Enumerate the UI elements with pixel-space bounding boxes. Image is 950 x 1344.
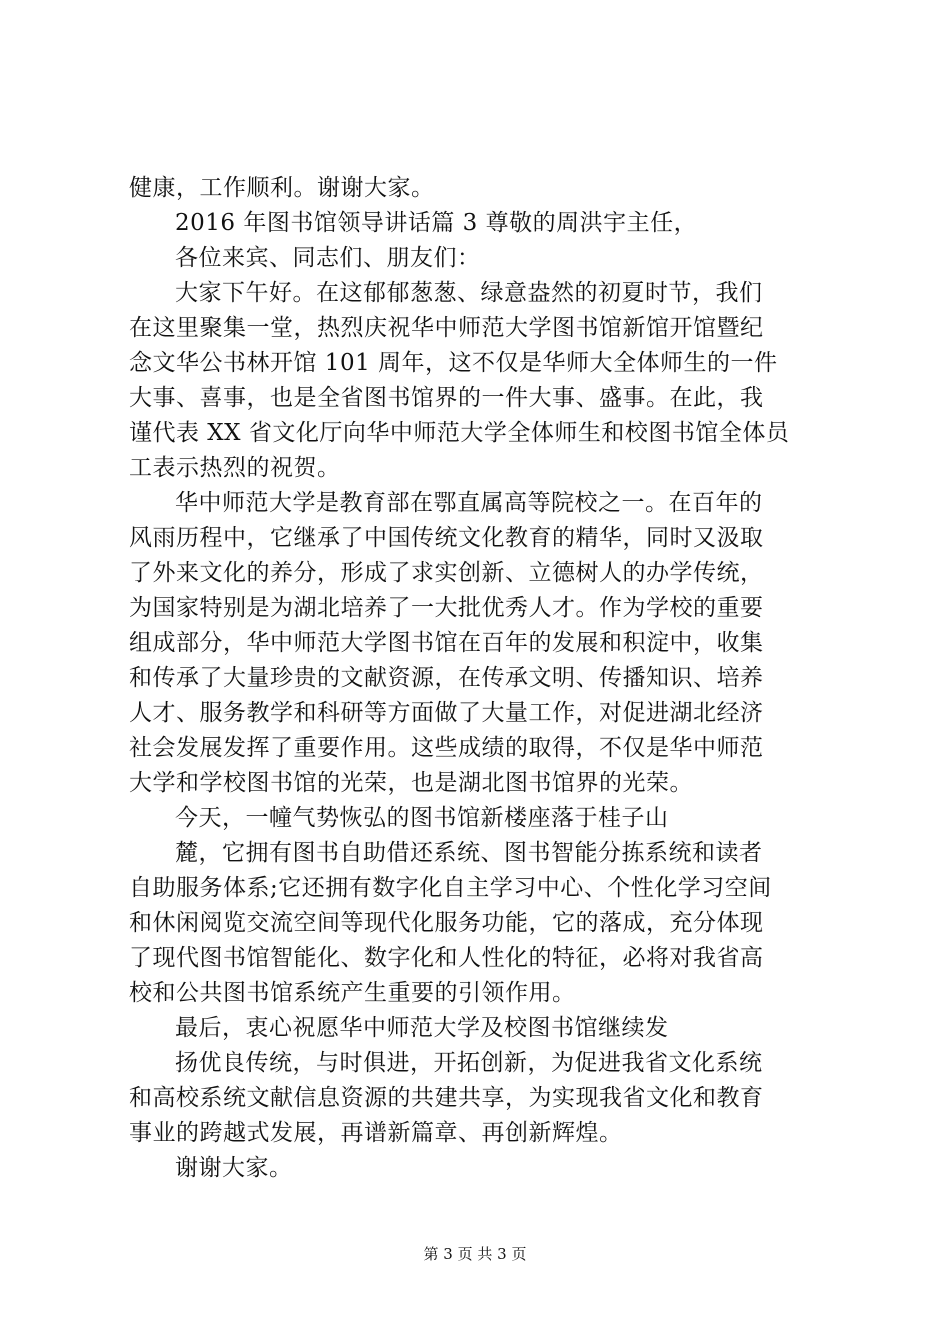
text-line: 事业的跨越式发展，再谱新篇章、再创新辉煌。 xyxy=(129,1120,623,1146)
text-line: 自助服务体系;它还拥有数字化自主学习中心、个性化学习空间 xyxy=(129,875,772,901)
text-line: 社会发展发挥了重要作用。这些成绩的取得，不仅是华中师范 xyxy=(129,735,764,761)
text-line: 和休闲阅览交流空间等现代化服务功能，它的落成，充分体现 xyxy=(129,910,764,936)
text-line: 谢谢大家。 xyxy=(175,1155,293,1181)
text-line: 和高校系统文献信息资源的共建共享，为实现我省文化和教育 xyxy=(129,1085,764,1111)
text-line: 大学和学校图书馆的光荣，也是湖北图书馆界的光荣。 xyxy=(129,770,693,796)
text-line: 人才、服务教学和科研等方面做了大量工作，对促进湖北经济 xyxy=(129,700,764,726)
text-line: 华中师范大学是教育部在鄂直属高等院校之一。在百年的 xyxy=(175,490,763,516)
text-line: 各位来宾、同志们、朋友们： xyxy=(175,245,481,271)
text-line: 大事、喜事，也是全省图书馆界的一件大事、盛事。在此，我 xyxy=(129,385,764,411)
text-line: 今天，一幢气势恢弘的图书馆新楼座落于桂子山 xyxy=(175,805,669,831)
text-line: 风雨历程中，它继承了中国传统文化教育的精华，同时又汲取 xyxy=(129,525,764,551)
text-line: 工表示热烈的祝贺。 xyxy=(129,455,341,481)
page-number-footer: 第 3 页 共 3 页 xyxy=(423,1245,527,1263)
text-line: 2016 年图书馆领导讲话篇 3 尊敬的周洪宇主任， xyxy=(175,210,698,236)
text-line: 麓，它拥有图书自助借还系统、图书智能分拣系统和读者 xyxy=(175,840,763,866)
document-body xyxy=(129,171,829,1186)
text-line: 在这里聚集一堂，热烈庆祝华中师范大学图书馆新馆开馆暨纪 xyxy=(129,315,764,341)
text-line: 了现代图书馆智能化、数字化和人性化的特征，必将对我省高 xyxy=(129,945,764,971)
text-line: 谨代表 XX 省文化厅向华中师范大学全体师生和校图书馆全体员 xyxy=(129,420,790,446)
text-line: 和传承了大量珍贵的文献资源，在传承文明、传播知识、培养 xyxy=(129,665,764,691)
text-line: 了外来文化的养分，形成了求实创新、立德树人的办学传统， xyxy=(129,560,764,586)
text-line: 健康，工作顺利。谢谢大家。 xyxy=(129,175,435,201)
text-line: 念文华公书林开馆 101 周年，这不仅是华师大全体师生的一件 xyxy=(129,350,778,376)
text-line: 校和公共图书馆系统产生重要的引领作用。 xyxy=(129,980,576,1006)
text-line: 为国家特别是为湖北培养了一大批优秀人才。作为学校的重要 xyxy=(129,595,764,621)
text-line: 最后，衷心祝愿华中师范大学及校图书馆继续发 xyxy=(175,1015,669,1041)
text-line: 大家下午好。在这郁郁葱葱、绿意盎然的初夏时节，我们 xyxy=(175,280,763,306)
text-line: 扬优良传统，与时俱进，开拓创新，为促进我省文化系统 xyxy=(175,1050,763,1076)
text-line: 组成部分，华中师范大学图书馆在百年的发展和积淀中，收集 xyxy=(129,630,764,656)
